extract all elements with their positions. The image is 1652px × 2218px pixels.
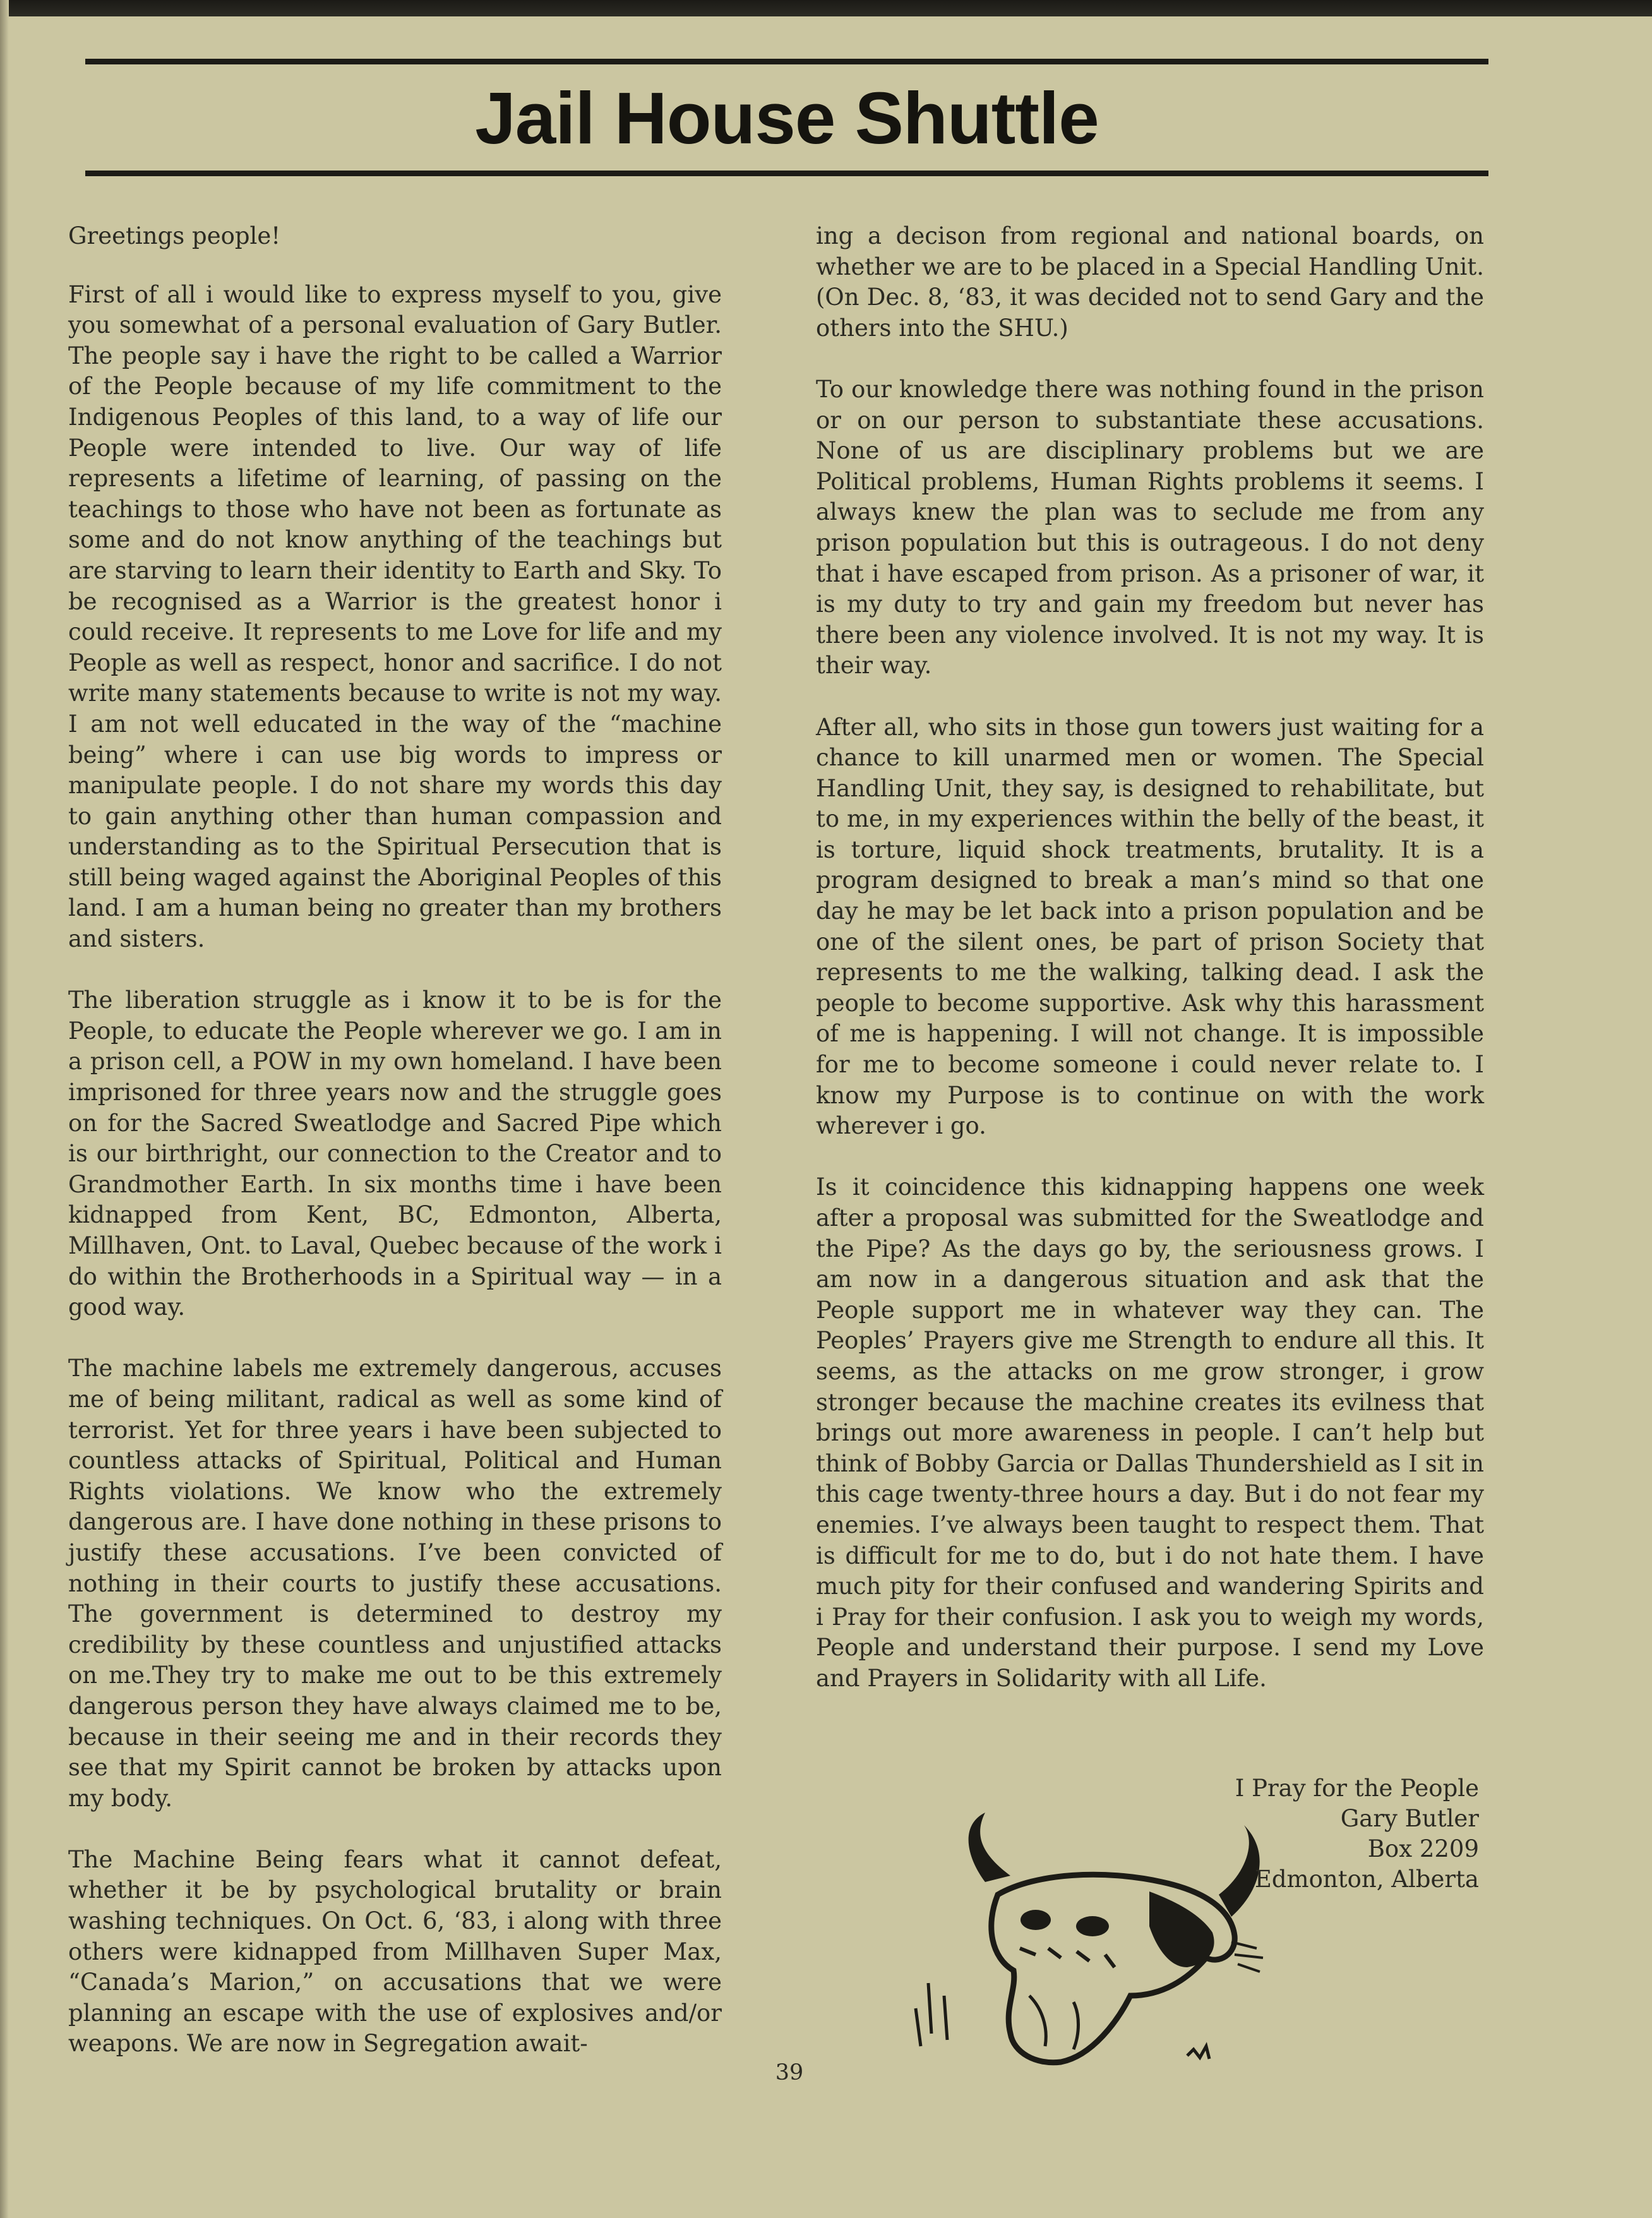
page-title: Jail House Shuttle: [475, 77, 1099, 159]
signature-city: Edmonton, Alberta: [1254, 1866, 1479, 1893]
page-number: 39: [775, 2060, 804, 2085]
article-column-right: [816, 221, 1484, 1725]
signature-address: Box 2209: [1367, 1835, 1479, 1862]
greeting: Greetings people!: [68, 222, 281, 249]
signature-block: [1074, 1773, 1479, 1895]
page-top-edge: [0, 0, 1652, 16]
article-column-left: [68, 221, 722, 2090]
paragraph: The liberation struggle as i know it to be is for the People, to educate the People wherever we go. I am in a prison cell, a POW in my own homeland. I have been imprisoned for three years now and the struggle goes on for the Sacred Sweatlodge and Sacred Pipe which is our birthright, our connection to the Creator and to Grandmother Earth. In six months time i have been kidnapped from Kent, BC, Edmonton, Alberta, Millhaven, Ont. to Laval, Quebec because of the work i do within the Brotherhoods in a Spiritual way — in a good way.: [68, 986, 722, 1321]
signature-name: Gary Butler: [1340, 1805, 1479, 1832]
title-rule-top: [85, 59, 1488, 64]
page-binding-edge: [0, 0, 9, 2218]
paragraph: After all, who sits in those gun towers just waiting for a chance to kill unarmed men or women. The Special Handling Unit, they say, is designed to rehabilitate, but to me, in my experiences within the belly of the beast, it is torture, liquid shock treatments, brutality. It is a program designed to break a man’s mind so that one day he may be let back into a prison population and be one of the silent ones, be part of prison Society that represents to me the walking, talking dead. I ask the people to become supportive. Ask why this harassment of me is happening. I will not change. It is impossible for me to become someone i could never relate to. I know my Purpose is to continue on with the work wherever i go.: [816, 713, 1484, 1140]
paragraph: The Machine Being fears what it cannot defeat, whether it be by psychological brutality or brain washing techniques. On Oct. 6, ‘83, i along with three others were kidnapped from Millhaven Super Max, “Canada’s Marion,” on accusations that we were planning an escape with the use of explosives and/or weapons. We are now in Segregation await-: [68, 1845, 722, 2058]
paragraph: First of all i would like to express myself to you, give you somewhat of a personal evaluation of Gary Butler. The people say i have the right to be called a Warrior of the People because of my life commitment to the Indigenous Peoples of this land, to a way of life our People were intended to live. Our way of life represents a lifetime of learning, of passing on the teachings to those who have not been as fortunate as some and do not know anything of the teachings but are starving to learn their identity to Earth and Sky. To be recognised as a Warrior is the greatest honor i could receive. It represents to me Love for life and my People as well as respect, honor and sacrifice. I do not write many statements because to write is not my way. I am not well educated in the way of the “machine being” where i can use big words to impress or manipulate people. I do not share my words this day to gain anything other than human compassion and understanding as to the Spiritual Persecution that is still being waged against the Aboriginal Peoples of this land. I am a human being no greater than my brothers and sisters.: [68, 280, 722, 953]
paragraph: The machine labels me extremely dangerous, accuses me of being militant, radical as well as some kind of terrorist. Yet for three years i have been subjected to countless attacks of Spiritual, Political and Human Rights violations. We know who the extremely dangerous are. I have done nothing in these prisons to justify these accusations. I’ve been convicted of nothing in their courts to justify these accusations. The government is determined to destroy my credibility by these countless and unjustified attacks on me.They try to make me out to be this extremely dangerous person they have always claimed me to be, because in their seeing me and in their records they see that my Spirit cannot be broken by attacks upon my body.: [68, 1355, 722, 1812]
paragraph: To our knowledge there was nothing found in the prison or on our person to substantiate these accusations. None of us are disciplinary problems but we are Political problems, Human Rights problems it seems. I always knew the plan was to seclude me from any prison population but this is outrageous. I do not deny that i have escaped from prison. As a prisoner of war, it is my duty to try and gain my freedom but never has there been any violence involved. It is not my way. It is their way.: [816, 375, 1484, 680]
title-rule-bottom: [85, 171, 1488, 176]
signature-line: I Pray for the People: [1235, 1775, 1479, 1802]
paragraph: ing a decison from regional and national boards, on whether we are to be placed in a Special Handling Unit. (On Dec. 8, ‘83, it was decided not to send Gary and the others into the SHU.): [816, 222, 1484, 342]
paragraph: Is it coincidence this kidnapping happens one week after a proposal was submitted for the Sweatlodge and the Pipe? As the days go by, the seriousness grows. I am now in a dangerous situation and ask that the People support me in whatever way they can. The Peoples’ Prayers give me Strength to endure all this. It seems, as the attacks on me grow stronger, i grow stronger because the machine creates its evilness that brings out more awareness in people. I can’t help but think of Bobby Garcia or Dallas Thundershield as I sit in this cage twenty-three hours a day. But i do not fear my enemies. I’ve always been taught to respect them. That is difficult for me to do, but i do not hate them. I have much pity for their confused and wandering Spirits and i Pray for their confusion. I ask you to weigh my words, People and understand their purpose. I send my Love and Prayers in Solidarity with all Life.: [816, 1173, 1484, 1692]
